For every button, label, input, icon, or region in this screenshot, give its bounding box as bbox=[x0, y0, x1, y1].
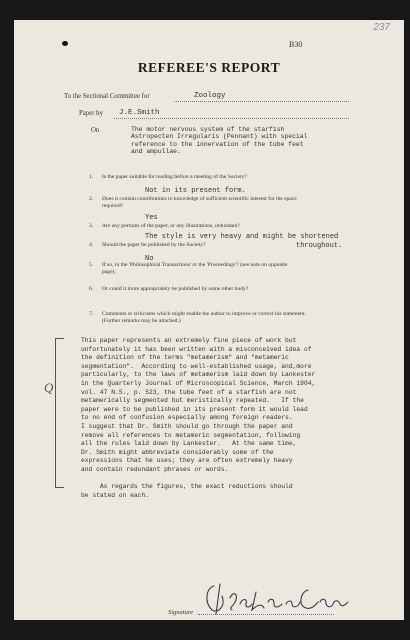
ink-blot bbox=[62, 41, 68, 46]
comment-line: to no end of confusion especially among foreign readers. bbox=[81, 414, 293, 422]
comment-line: and contain redundant phrases or words. bbox=[81, 465, 229, 473]
question-text: required? bbox=[102, 203, 124, 209]
question-number: 1. bbox=[89, 174, 94, 180]
question-text: page). bbox=[102, 269, 116, 275]
comment-line: unfortunately it has been written with a misconceived idea of bbox=[81, 345, 312, 353]
comment-line: This paper represents an extremely fine piece of work but bbox=[81, 337, 297, 344]
paper-by-underline bbox=[114, 118, 349, 119]
comment-line: remove all references to metameric segmentation, following bbox=[81, 431, 301, 439]
comment-line: metamerically segmented but meristically repeated. If the bbox=[81, 397, 304, 405]
committee-value: Zoology bbox=[194, 92, 226, 100]
comment-line: the definition of the terms "metamerism" and "metameric bbox=[81, 354, 289, 362]
paper-title-line: reference to the innervation of the tube feet bbox=[131, 140, 304, 148]
comment-line: vol. 47 N.S., p. 523, the tube feet of a starfish are not bbox=[81, 388, 297, 396]
comment-line: segmentation". According to well-established usage, and,more bbox=[81, 362, 312, 370]
question-text: If so, in the 'Philosophical Transactions' or the 'Proceedings'? (see note on opposite bbox=[102, 262, 288, 268]
question-text: Is the paper suitable for reading before a meeting of the Society? bbox=[102, 174, 247, 180]
comment-line: paper were to be published in its present form it would lead bbox=[81, 405, 308, 413]
answer-3-line-1: The style is very heavy and might be shortened bbox=[145, 233, 339, 241]
paper-title-line: The motor nervous system of the starfish bbox=[131, 126, 285, 133]
paper-title-text bbox=[131, 126, 307, 156]
comment-line: particularly, to the laws of metamerism laid down by Lankester bbox=[81, 371, 316, 379]
question-text: (Further remarks may be attached.) bbox=[102, 318, 181, 324]
margin-mark: Q bbox=[44, 380, 54, 395]
paper-by-value: J.E.Smith bbox=[119, 109, 160, 117]
comment-line bbox=[81, 475, 381, 484]
answer-4: No bbox=[145, 255, 154, 263]
question-text: Comments or criticisms which might enable the author to improve or correct his statement. bbox=[102, 311, 306, 317]
committee-underline bbox=[174, 101, 349, 102]
question-text: Are any portions of the paper, or any illustrations, redundant? bbox=[102, 223, 240, 229]
question-text: Should the paper be published by the Society? bbox=[102, 242, 206, 248]
comment-line: expressions that he uses; they are often extremely heavy bbox=[81, 457, 293, 465]
question-text: Or could it more appropriately be published by some other body? bbox=[102, 286, 249, 292]
comment-line: all the rules laid down by Lankester. At the same time, bbox=[81, 440, 297, 448]
paper-title-line: and ampullae. bbox=[131, 148, 181, 156]
question-text: Does it contain contributions to knowledge of sufficient scientific interest for the space bbox=[102, 196, 297, 202]
question-number: 5. bbox=[89, 262, 94, 268]
handwritten-signature bbox=[202, 580, 352, 620]
answer-3-line-2: throughout. bbox=[296, 242, 343, 250]
question-number: 4. bbox=[89, 242, 94, 248]
paper-by-label: Paper by bbox=[79, 110, 103, 117]
corner-number: 237 bbox=[373, 22, 390, 33]
reference-number: B30 bbox=[289, 40, 303, 49]
question-number: 7. bbox=[89, 311, 94, 317]
report-page bbox=[14, 20, 404, 620]
answer-1: Not in its present form. bbox=[145, 187, 246, 195]
comments-text bbox=[81, 337, 381, 500]
signature-label: Signature bbox=[168, 609, 194, 616]
page-title: REFEREE'S REPORT bbox=[137, 60, 281, 75]
comment-line: As regards the figures, the exact reductions should bbox=[81, 483, 293, 491]
comment-line: Dr. Smith might abbreviate considerably some of the bbox=[81, 448, 274, 456]
committee-label: To the Sectional Committee for bbox=[64, 93, 150, 100]
comment-line: be stated on each. bbox=[81, 491, 150, 499]
paper-title-line: Astropecten Irregularis (Pennant) with special bbox=[131, 133, 308, 141]
question-number: 3. bbox=[89, 223, 94, 229]
comment-line: I suggest that Dr. Smith should go through the paper and bbox=[81, 422, 293, 430]
comment-line: in the Quarterly Journal of Microscopical Science, March 1904, bbox=[81, 379, 316, 387]
margin-bracket bbox=[55, 338, 64, 488]
question-number: 6. bbox=[89, 286, 94, 292]
question-number: 2. bbox=[89, 196, 94, 202]
on-label: On bbox=[91, 127, 100, 134]
answer-2: Yes bbox=[145, 214, 158, 222]
